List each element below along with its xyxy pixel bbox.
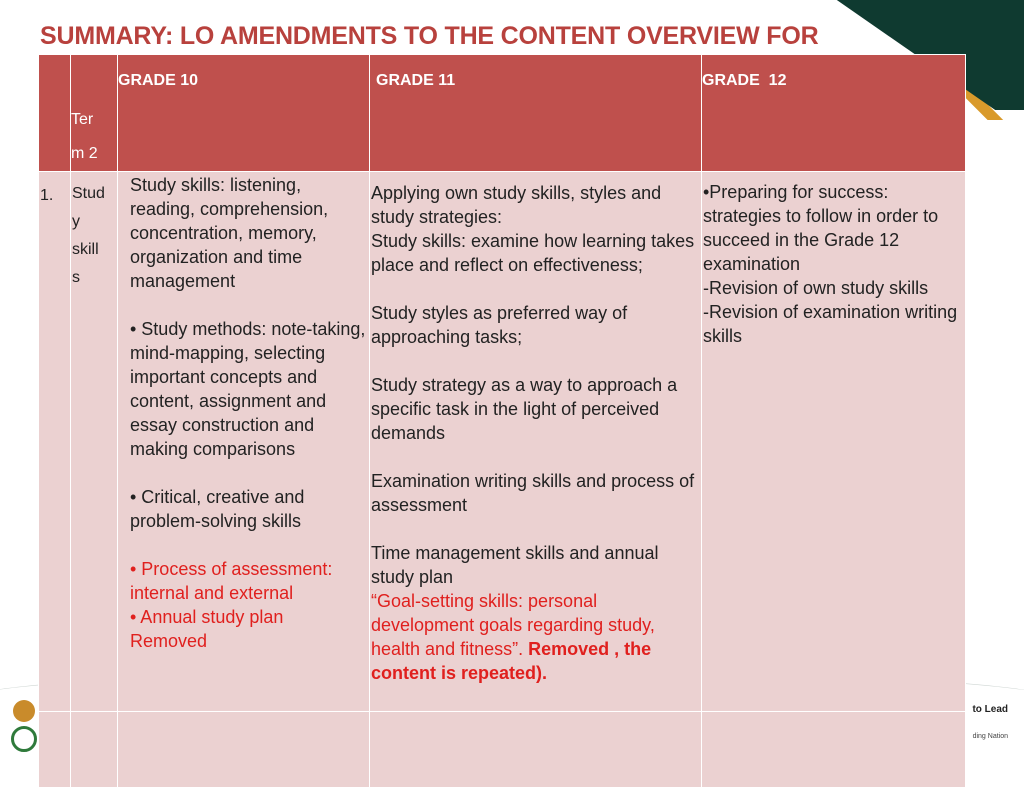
header-number-cell bbox=[39, 55, 71, 172]
content-overview-table bbox=[38, 54, 966, 788]
term-label-line2: m 2 bbox=[71, 145, 98, 162]
header-row bbox=[39, 55, 966, 172]
grade12-revision-writing-skills: -Revision of examination writing skills bbox=[703, 302, 958, 346]
grade11-applying-skills: Applying own study skills, styles and study strategies: bbox=[371, 183, 662, 227]
header-grade10-cell bbox=[118, 55, 370, 172]
grade10-heading: GRADE 10 bbox=[118, 72, 199, 89]
grade11-heading: GRADE 11 bbox=[376, 72, 456, 89]
study-skills-row bbox=[39, 172, 966, 712]
empty-cell bbox=[39, 712, 71, 788]
grade12-content-cell bbox=[702, 172, 966, 712]
page-title: SUMMARY: LO AMENDMENTS TO THE CONTENT OVERVIEW FOR bbox=[40, 22, 819, 50]
header-grade11-cell bbox=[370, 55, 702, 172]
grade11-examination-skills: Examination writing skills and process of assessment bbox=[371, 471, 695, 515]
topic-line-3: skill bbox=[72, 241, 99, 258]
topic-line-4: s bbox=[72, 269, 80, 286]
grade10-removed-label: Removed bbox=[130, 631, 208, 651]
grade11-content-cell bbox=[370, 172, 702, 712]
term-label-line1: Ter bbox=[71, 111, 94, 128]
footer-tagline-line2: ding Nation bbox=[972, 733, 1008, 740]
logo-emblem-top bbox=[13, 700, 35, 722]
grade10-content-cell bbox=[118, 172, 370, 712]
logo-emblem-bottom bbox=[11, 726, 37, 752]
coat-of-arms-logo bbox=[8, 700, 40, 764]
grade11-removed-text: “Goal-setting skills: personal development goals regarding study, health and fitness”. bbox=[371, 591, 655, 659]
grade11-removed-note: Removed , the content is repeated). bbox=[371, 639, 652, 683]
grade10-removed-assessment: • Process of assessment: internal and external bbox=[130, 559, 333, 603]
header-grade12-cell bbox=[702, 55, 966, 172]
grade10-critical-skills: • Critical, creative and problem-solving skills bbox=[130, 487, 305, 531]
grade10-study-skills: Study skills: listening, reading, comprehension, concentration, memory, organization and time management bbox=[130, 175, 329, 291]
grade12-preparing-for-success: •Preparing for success: strategies to follow in order to succeed in the Grade 12 examination bbox=[703, 182, 939, 274]
grade12-revision-study-skills: -Revision of own study skills bbox=[703, 278, 929, 298]
empty-cell bbox=[370, 712, 702, 788]
grade12-heading: GRADE 12 bbox=[702, 72, 787, 89]
header-term-cell bbox=[71, 55, 118, 172]
footer-tagline bbox=[944, 704, 1008, 740]
topic-line-1: Stud bbox=[72, 185, 105, 202]
row-topic-cell bbox=[71, 172, 118, 712]
grade10-removed-study-plan: • Annual study plan bbox=[130, 607, 284, 627]
grade11-time-management: Time management skills and annual study plan bbox=[371, 543, 659, 587]
grade10-study-methods: • Study methods: note-taking, mind-mapping, selecting important concepts and content, assignment and essay construction and making comparisons bbox=[130, 319, 366, 459]
row-number: 1. bbox=[40, 187, 54, 204]
empty-cell bbox=[118, 712, 370, 788]
topic-line-2: y bbox=[72, 213, 80, 230]
grade11-study-styles: Study styles as preferred way of approaching tasks; bbox=[371, 303, 628, 347]
empty-row bbox=[39, 712, 966, 788]
row-number-cell bbox=[39, 172, 71, 712]
grade11-study-strategy: Study strategy as a way to approach a specific task in the light of perceived demands bbox=[371, 375, 678, 443]
grade11-removed-goal-setting bbox=[371, 589, 697, 685]
footer-tagline-line1: to Lead bbox=[972, 704, 1008, 715]
grade11-study-skills: Study skills: examine how learning takes place and reflect on effectiveness; bbox=[371, 231, 695, 275]
empty-cell bbox=[702, 712, 966, 788]
empty-cell bbox=[71, 712, 118, 788]
